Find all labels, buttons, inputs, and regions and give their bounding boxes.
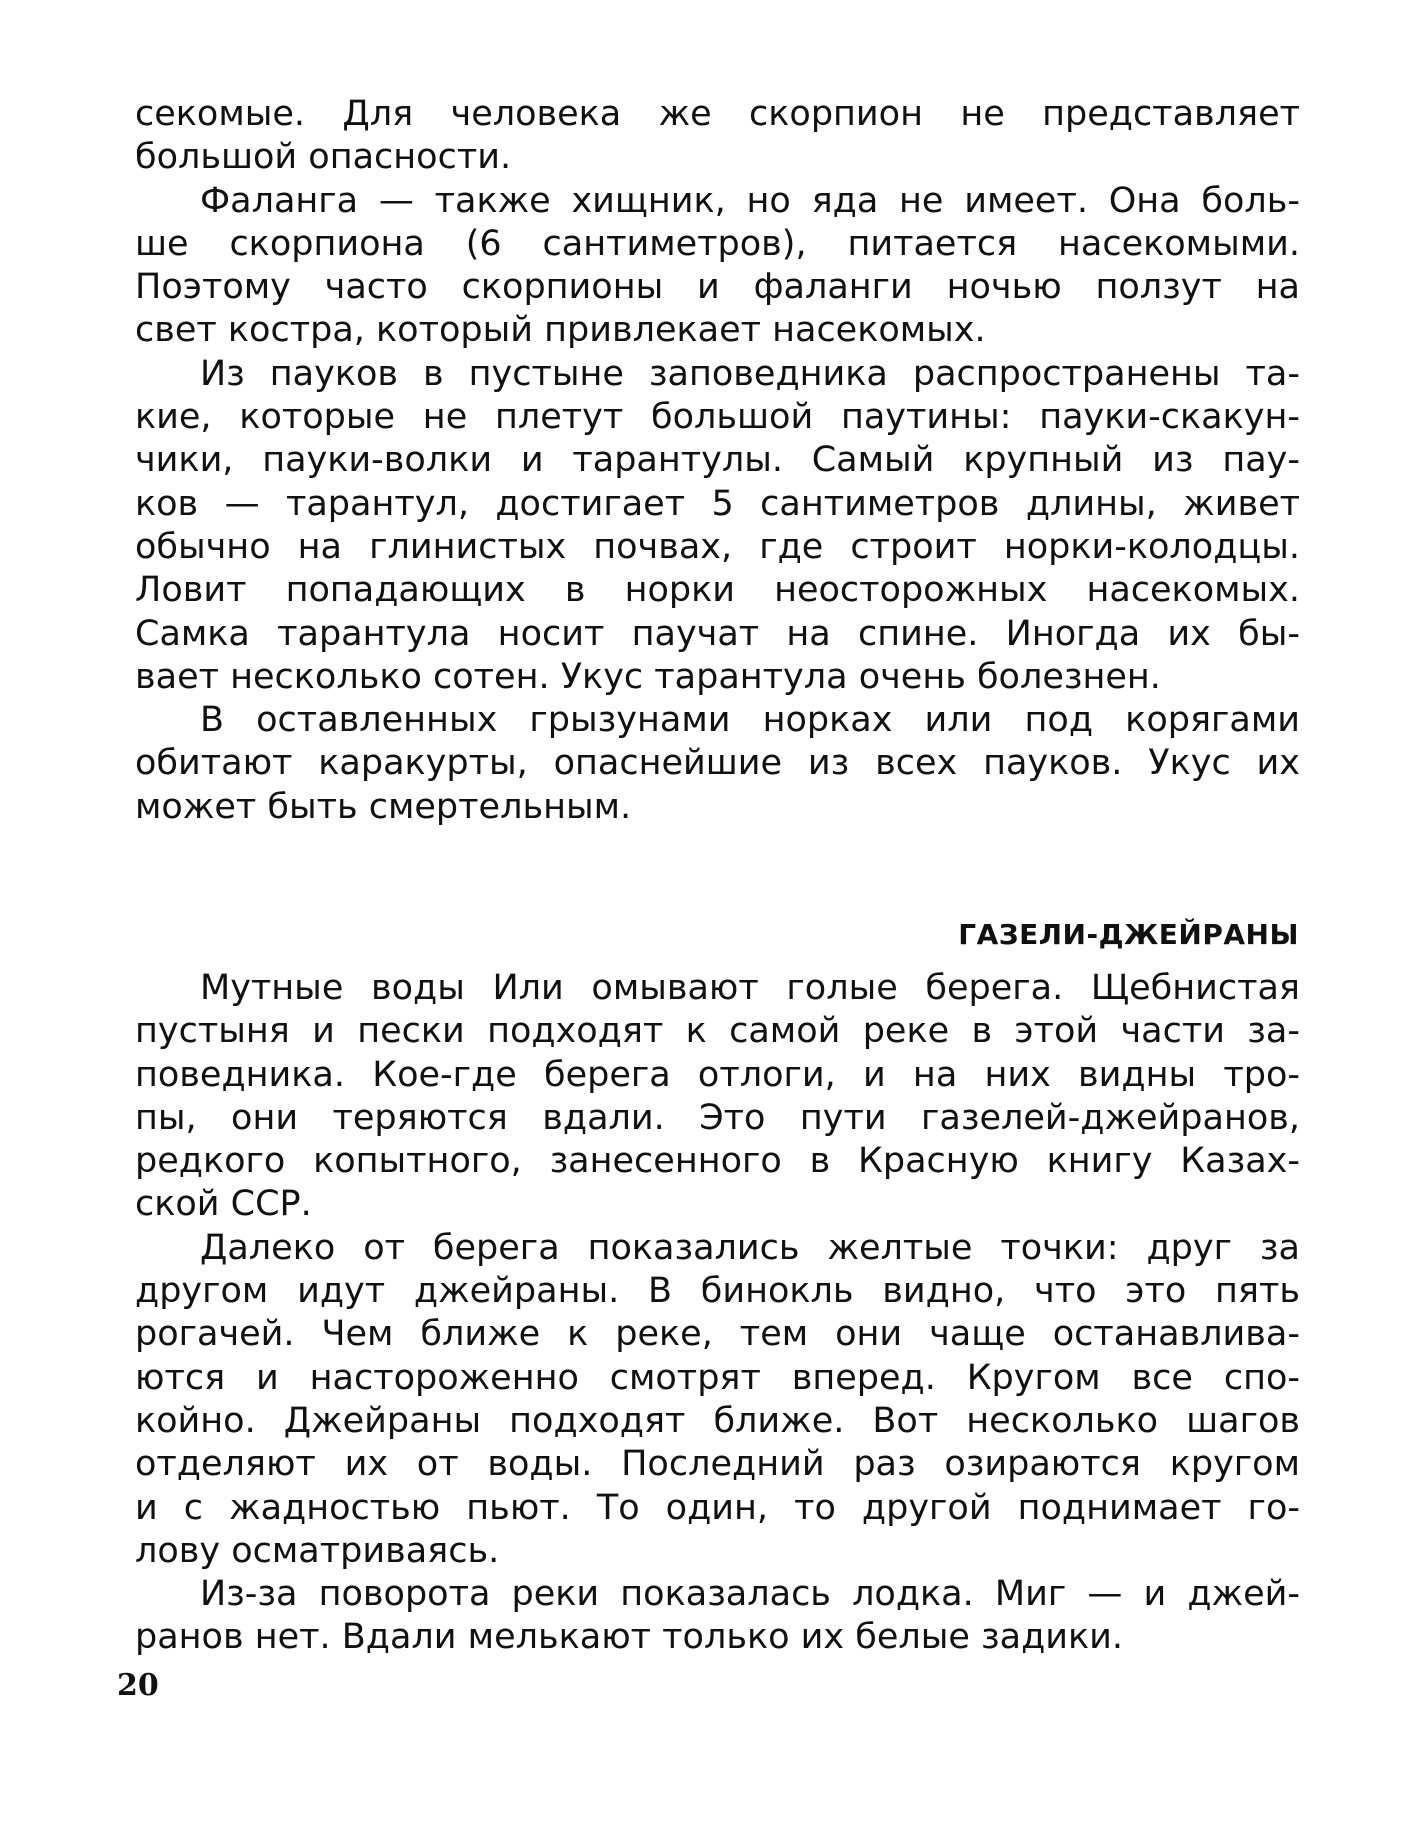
text-line: секомые. Для человека же скорпион не представляет bbox=[135, 94, 1300, 134]
text-line: ше скорпиона (6 сантиметров), питается насекомыми. bbox=[135, 223, 1300, 264]
paragraph bbox=[135, 1227, 1300, 1573]
text-line: редкого копытного, занесенного в Красную книгу Казах- bbox=[135, 1141, 1300, 1182]
text-line: пустыня и пески подходят к самой реке в этой части за- bbox=[135, 1011, 1300, 1052]
text-line: кие, которые не плетут большой паутины: пауки-скакун- bbox=[135, 397, 1300, 438]
text-line: пы, они теряются вдали. Это пути газелей-джейранов, bbox=[135, 1097, 1300, 1138]
text-line: вает несколько сотен. Укус тарантула очень болезнен. bbox=[135, 656, 1161, 697]
text-line: отделяют их от воды. Последний раз озираются кругом bbox=[135, 1444, 1300, 1485]
text-line: ской ССР. bbox=[135, 1184, 312, 1225]
text-block-bottom bbox=[135, 967, 1300, 1660]
text-line: Мутные воды Или омывают голые берега. Щебнистая bbox=[200, 968, 1300, 1008]
text-line: лову осматриваясь. bbox=[135, 1530, 500, 1571]
text-line: ков — тарантул, достигает 5 сантиметров длины, живет bbox=[135, 483, 1300, 524]
text-line: рогачей. Чем ближе к реке, тем они чаще останавлива- bbox=[135, 1314, 1300, 1355]
text-line: Далеко от берега показались желтые точки: друг за bbox=[200, 1227, 1300, 1268]
text-line: Ловит попадающих в норки неосторожных насекомых. bbox=[135, 570, 1300, 611]
text-line: Из пауков в пустыне заповедника распространены та- bbox=[200, 353, 1300, 394]
text-line: обитают каракурты, опаснейшие из всех пауков. Укус их bbox=[135, 743, 1300, 784]
text-line: ются и настороженно смотрят вперед. Кругом все спо- bbox=[135, 1357, 1300, 1398]
text-line: и с жадностью пьют. То один, то другой поднимает го- bbox=[135, 1487, 1300, 1528]
text-line: Поэтому часто скорпионы и фаланги ночью ползут на bbox=[135, 267, 1300, 308]
text-line: поведника. Кое-где берега отлоги, и на них видны тро- bbox=[135, 1054, 1300, 1095]
text-line: В оставленных грызунами норках или под корягами bbox=[200, 700, 1300, 741]
paragraph bbox=[135, 180, 1300, 353]
text-line: обычно на глинистых почвах, где строит норки-колодцы. bbox=[135, 526, 1300, 567]
section-heading: ГАЗЕЛИ-ДЖЕЙРАНЫ bbox=[958, 918, 1299, 951]
paragraph bbox=[135, 1573, 1300, 1660]
text-line: другом идут джейраны. В бинокль видно, что это пять bbox=[135, 1271, 1300, 1312]
paragraph bbox=[135, 93, 1300, 180]
text-block-top bbox=[135, 93, 1300, 829]
text-line: большой опасности. bbox=[135, 137, 512, 178]
text-line: свет костра, который привлекает насекомых. bbox=[135, 310, 986, 351]
text-line: ранов нет. Вдали мелькают только их белые задики. bbox=[135, 1617, 1124, 1658]
text-line: чики, пауки-волки и тарантулы. Самый крупный из пау- bbox=[135, 440, 1300, 481]
page-number: 20 bbox=[117, 1668, 159, 1703]
text-line: Самка тарантула носит паучат на спине. Иногда их бы- bbox=[135, 613, 1300, 654]
text-line: койно. Джейраны подходят ближе. Вот несколько шагов bbox=[135, 1400, 1300, 1441]
paragraph bbox=[135, 967, 1300, 1227]
text-line: Из-за поворота реки показалась лодка. Миг — и джей- bbox=[200, 1574, 1300, 1615]
paragraph bbox=[135, 699, 1300, 829]
text-line: Фаланга — также хищник, но яда не имеет. Она боль- bbox=[200, 180, 1300, 221]
text-line: может быть смертельным. bbox=[135, 786, 632, 827]
paragraph bbox=[135, 353, 1300, 699]
